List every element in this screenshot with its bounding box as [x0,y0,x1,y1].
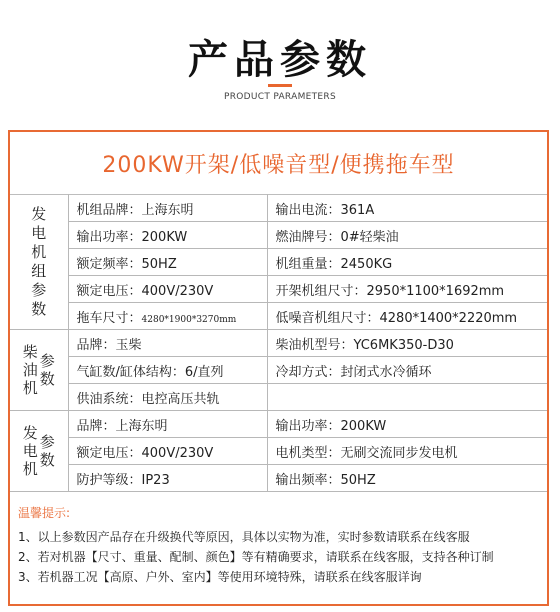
group-label-char: 电 [22,442,38,460]
page-subtitle: PRODUCT PARAMETERS [224,92,336,102]
spec-table [10,194,547,492]
spec-cell: 输出电流：361A [267,195,547,222]
spec-cell: 输出频率：50HZ [267,465,547,492]
group-label-char: 参 [39,433,55,451]
table-row [10,384,547,411]
table-row [10,330,547,357]
group-alternator [10,411,68,492]
table-row [10,222,547,249]
spec-cell: 气缸数/缸体结构：6/直列 [68,357,267,384]
table-row [10,465,547,492]
group-label-char: 参 [31,281,47,299]
group-label-char: 机 [31,243,47,261]
group-diesel-label-b [40,352,55,388]
table-row [10,411,547,438]
spec-cell: 防护等级：IP23 [68,465,267,492]
spec-cell: 品牌：玉柴 [68,330,267,357]
title-accent-bar [268,84,292,87]
group-label-char: 组 [31,262,47,280]
table-row [10,249,547,276]
group-genset [10,195,68,330]
spec-frame [8,130,549,606]
group-label-char: 发 [22,424,38,442]
spec-cell: 机组品牌：上海东明 [68,195,267,222]
spec-cell: 额定电压：400V/230V [68,276,267,303]
group-label-char: 数 [39,370,55,388]
group-label-char: 数 [39,451,55,469]
table-row [10,438,547,465]
group-label-char: 电 [31,224,47,242]
spec-cell: 供油系统：电控高压共轨 [68,384,267,411]
spec-cell: 冷却方式：封闭式水冷循环 [267,357,547,384]
spec-cell: 额定电压：400V/230V [68,438,267,465]
tips-title: 温馨提示: [18,506,71,520]
group-diesel-label-a [23,343,38,397]
spec-cell: 品牌：上海东明 [68,411,267,438]
page-title: 产品参数 [188,37,372,83]
model-banner: 200KW开架/低噪音型/便携拖车型 [102,152,455,178]
table-row [10,276,547,303]
spec-cell [267,384,547,411]
group-genset-label [31,205,46,319]
spec-cell: 输出功率：200KW [68,222,267,249]
group-label-char: 机 [22,460,38,478]
table-row [10,357,547,384]
spec-cell: 低噪音机组尺寸：4280*1400*2220mm [267,303,547,330]
spec-cell: 柴油机型号：YC6MK350-D30 [267,330,547,357]
page-header [0,0,560,118]
trailer-size-label: 拖车尺寸： [76,310,142,326]
group-label-char: 柴 [22,343,38,361]
group-label-char: 参 [39,352,55,370]
group-label-char: 油 [22,361,38,379]
spec-cell: 开架机组尺寸：2950*1100*1692mm [267,276,547,303]
group-label-char: 机 [22,379,38,397]
group-alt-label-a [23,424,38,478]
group-label-char: 数 [31,300,47,318]
spec-cell: 机组重量：2450KG [267,249,547,276]
spec-cell: 输出功率：200KW [267,411,547,438]
group-label-char: 发 [31,205,47,223]
tip-item: 3、若机器工况【高原、户外、室内】等使用环境特殊，请联系在线客服详询 [18,570,422,584]
group-diesel [10,330,68,411]
spec-cell: 额定频率：50HZ [68,249,267,276]
tip-item: 2、若对机器【尺寸、重量、配制、颜色】等有精确要求，请联系在线客服，支持各种订制 [18,550,494,564]
table-row [10,195,547,222]
table-row [10,303,547,330]
trailer-size-value: 4280*1900*3270mm [141,314,237,325]
spec-cell [68,303,267,330]
group-alt-label-b [40,433,55,469]
spec-cell: 燃油牌号：0#轻柴油 [267,222,547,249]
spec-cell: 电机类型：无刷交流同步发电机 [267,438,547,465]
tip-item: 1、以上参数因产品存在升级换代等原因，具体以实物为准，实时参数请联系在线客服 [18,530,470,544]
tips-section [18,504,543,587]
